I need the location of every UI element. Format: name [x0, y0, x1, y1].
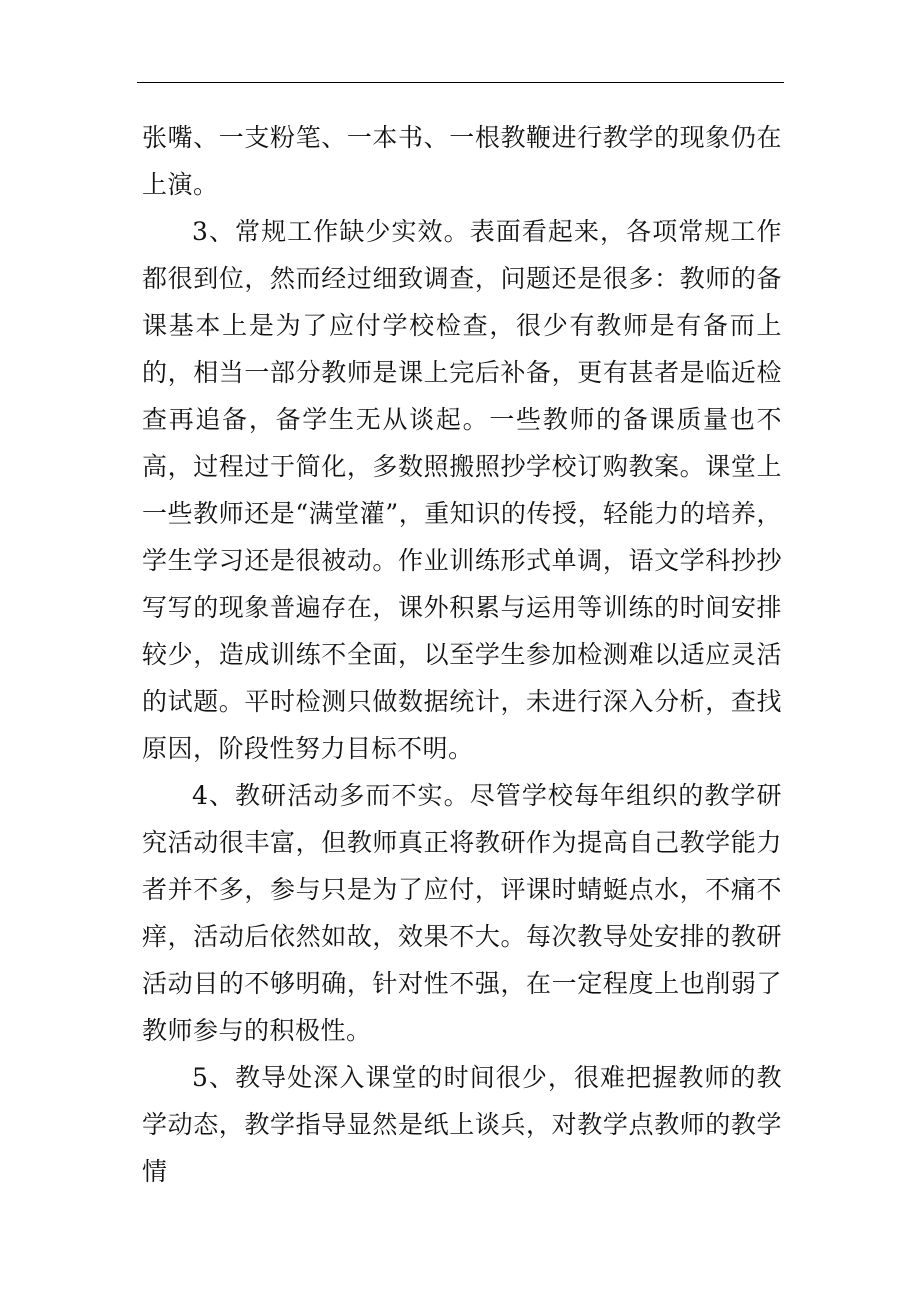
paragraph-continued: 张嘴、一支粉笔、一本书、一根教鞭进行教学的现象仍在上演。 [142, 123, 782, 199]
paragraph-item-4: 4、教研活动多而不实。尽管学校每年组织的教学研究活动很丰富，但教师真正将教研作为提高自己教学能力者并不多，参与只是为了应付，评课时蜻蜓点水，不痛不痒，活动后依然如故，效果不大。每次教导处安排的教研活动目的不够明确，针对性不强，在一定程度上也削弱了教师参与的积极性。 [142, 781, 782, 1045]
paragraph-item-3: 3、常规工作缺少实效。表面看起来，各项常规工作都很到位，然而经过细致调查，问题还是很多：教师的备课基本上是为了应付学校检查，很少有教师是有备而上的，相当一部分教师是课上完后补备，更有甚者是临近检查再追备，备学生无从谈起。一些教师的备课质量也不高，过程过于简化，多数照搬照抄学校订购教案。课堂上一些教师还是“满堂灌”，重知识的传授，轻能力的培养，学生学习还是很被动。作业训练形式单调，语文学科抄抄写写的现象普遍存在，课外积累与运用等训练的时间安排较少，造成训练不全面，以至学生参加检测难以适应灵活的试题。平时检测只做数据统计，未进行深入分析，查找原因，阶段性努力目标不明。 [142, 217, 782, 763]
header-rule [137, 82, 784, 83]
paragraph-item-5: 5、教导处深入课堂的时间很少，很难把握教师的教学动态，教学指导显然是纸上谈兵，对教学点教师的教学情 [142, 1063, 782, 1186]
document-body [142, 114, 782, 1195]
